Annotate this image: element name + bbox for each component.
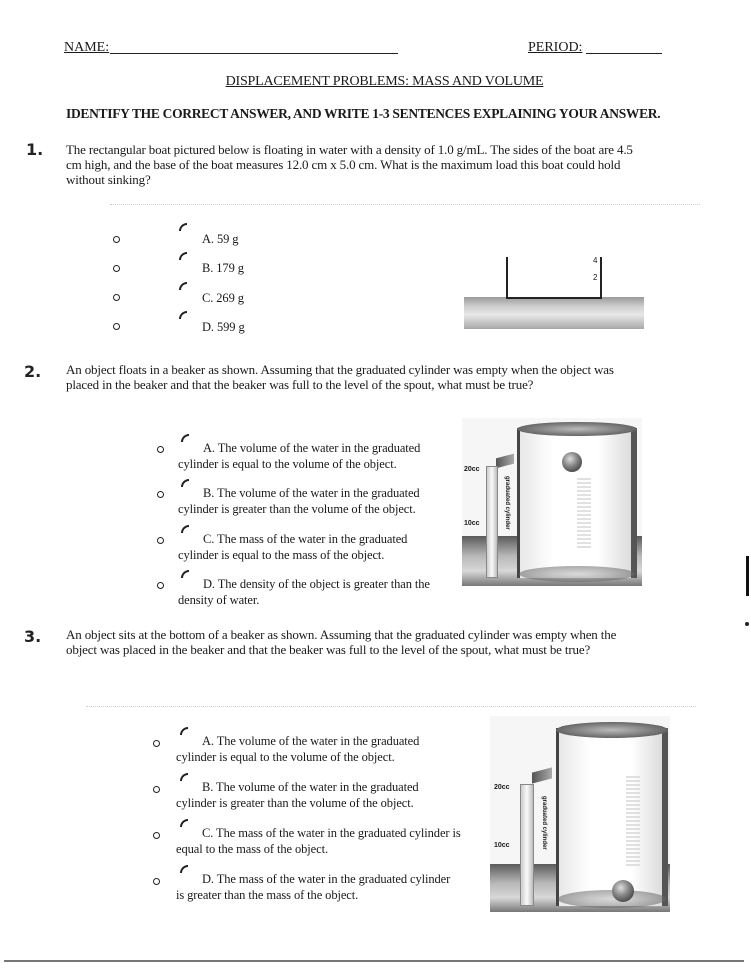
ruler-icon	[600, 257, 606, 297]
option-2a[interactable]	[178, 440, 420, 472]
question-number-1: 1.	[26, 140, 44, 159]
question-number-2: 2.	[24, 362, 42, 381]
option-3d[interactable]	[176, 871, 450, 903]
question-1-line-2: cm high, and the base of the boat measures 12.0 cm x 5.0 cm. What is the maximum load this boat could hold	[66, 157, 621, 172]
question-1-line-3: without sinking?	[66, 172, 151, 187]
beaker-rim-icon	[556, 722, 668, 738]
bullet-icon	[153, 740, 160, 747]
boat-figure	[462, 255, 672, 331]
radio-button-1c[interactable]	[179, 282, 187, 290]
beaker-icon	[556, 728, 668, 906]
question-3-line-1: An object sits at the bottom of a beaker as shown. Assuming that the graduated cylinder was empty when the	[66, 627, 617, 642]
option-3b-line-1: B. The volume of the water in the graduated	[202, 780, 419, 794]
option-3b-line-2: cylinder is greater than the volume of the object.	[176, 796, 414, 810]
scale-label-2: 2	[593, 273, 598, 282]
answer-line	[86, 706, 696, 707]
option-2c[interactable]	[178, 531, 407, 563]
option-1d[interactable]: D. 599 g	[202, 320, 245, 334]
option-2d-line-1: D. The density of the object is greater than the	[203, 577, 430, 591]
bullet-icon	[113, 236, 120, 243]
option-1a[interactable]: A. 59 g	[202, 232, 239, 246]
option-2b-line-2: cylinder is greater than the volume of the object.	[178, 502, 416, 516]
option-2a-line-2: cylinder is equal to the volume of the object.	[178, 457, 397, 471]
bullet-icon	[157, 491, 164, 498]
graduated-cylinder-label: graduated cylinder	[504, 476, 510, 530]
name-label: NAME:	[64, 40, 110, 55]
bullet-icon	[157, 446, 164, 453]
instructions: IDENTIFY THE CORRECT ANSWER, AND WRITE 1-3 SENTENCES EXPLAINING YOUR ANSWER.	[66, 106, 661, 121]
option-3a-line-1: A. The volume of the water in the graduated	[202, 734, 420, 748]
option-3a[interactable]	[176, 733, 419, 765]
scale-label-4: 4	[593, 256, 598, 265]
option-2d-line-2: density of water.	[178, 593, 260, 607]
option-2b-line-1: B. The volume of the water in the graduated	[203, 486, 420, 500]
beaker-rim-icon	[517, 422, 637, 436]
graduated-cylinder-icon	[520, 784, 534, 906]
option-2b[interactable]	[178, 485, 420, 517]
bullet-icon	[157, 537, 164, 544]
page-bottom-edge	[4, 960, 744, 962]
option-2d[interactable]	[178, 576, 430, 608]
bullet-icon	[157, 582, 164, 589]
spout-icon	[496, 454, 514, 469]
label-20cc: 20cc	[494, 784, 510, 791]
option-2c-line-1: C. The mass of the water in the graduated	[203, 532, 408, 546]
bullet-icon	[113, 294, 120, 301]
period-label: PERIOD:	[528, 40, 583, 55]
water-icon	[464, 297, 644, 329]
question-2-line-2: placed in the beaker and that the beaker was full to the level of the spout, what must be true?	[66, 377, 534, 392]
question-1-line-1: The rectangular boat pictured below is floating in water with a density of 1.0 g/mL. The sides of the boat are 4.5	[66, 142, 633, 157]
option-3c-line-1: C. The mass of the water in the graduated cylinder is	[202, 826, 461, 840]
option-3d-line-2: is greater than the mass of the object.	[176, 888, 359, 902]
answer-line	[110, 204, 700, 205]
question-3-line-2: object was placed in the beaker and that the beaker was full to the level of the spout, what must be true?	[66, 642, 591, 657]
period-field[interactable]	[586, 40, 662, 54]
floating-object-icon	[562, 452, 582, 472]
label-10cc: 10cc	[464, 520, 480, 527]
beaker-figure-floating	[462, 418, 642, 586]
option-3d-line-1: D. The mass of the water in the graduated cylinder	[202, 872, 451, 886]
option-1b[interactable]: B. 179 g	[202, 261, 244, 275]
option-2c-line-2: cylinder is equal to the mass of the object.	[178, 548, 385, 562]
scan-mark	[745, 622, 749, 626]
question-text-3	[66, 627, 616, 657]
option-1c[interactable]: C. 269 g	[202, 291, 244, 305]
option-2a-line-1: A. The volume of the water in the graduated	[203, 441, 421, 455]
bullet-icon	[113, 265, 120, 272]
label-20cc: 20cc	[464, 466, 480, 473]
radio-button-1d[interactable]	[179, 311, 187, 319]
label-10cc: 10cc	[494, 842, 510, 849]
option-3a-line-2: cylinder is equal to the volume of the object.	[176, 750, 395, 764]
name-field[interactable]	[110, 40, 398, 54]
question-number-3: 3.	[24, 627, 42, 646]
radio-button-1a[interactable]	[179, 223, 187, 231]
spout-icon	[532, 767, 552, 783]
graduated-cylinder-icon	[486, 466, 498, 578]
option-3c[interactable]	[176, 825, 461, 857]
question-text-2	[66, 362, 614, 392]
sunken-object-icon	[612, 880, 634, 902]
scan-mark	[746, 556, 749, 596]
option-3c-line-2: equal to the mass of the object.	[176, 842, 328, 856]
question-2-line-1: An object floats in a beaker as shown. Assuming that the graduated cylinder was empty when the object was	[66, 362, 614, 377]
bullet-icon	[153, 878, 160, 885]
bullet-icon	[153, 786, 160, 793]
option-3b[interactable]	[176, 779, 419, 811]
page-title: DISPLACEMENT PROBLEMS: MASS AND VOLUME	[225, 74, 544, 89]
question-text-1	[66, 142, 633, 187]
beaker-base-icon	[519, 566, 635, 582]
sediment-icon	[577, 478, 591, 548]
boat-icon	[506, 257, 602, 299]
graduated-cylinder-label: graduated cylinder	[541, 796, 547, 850]
radio-button-1b[interactable]	[179, 252, 187, 260]
beaker-figure-sunk	[490, 716, 670, 912]
bullet-icon	[113, 323, 120, 330]
bullet-icon	[153, 832, 160, 839]
sediment-icon	[626, 776, 640, 866]
